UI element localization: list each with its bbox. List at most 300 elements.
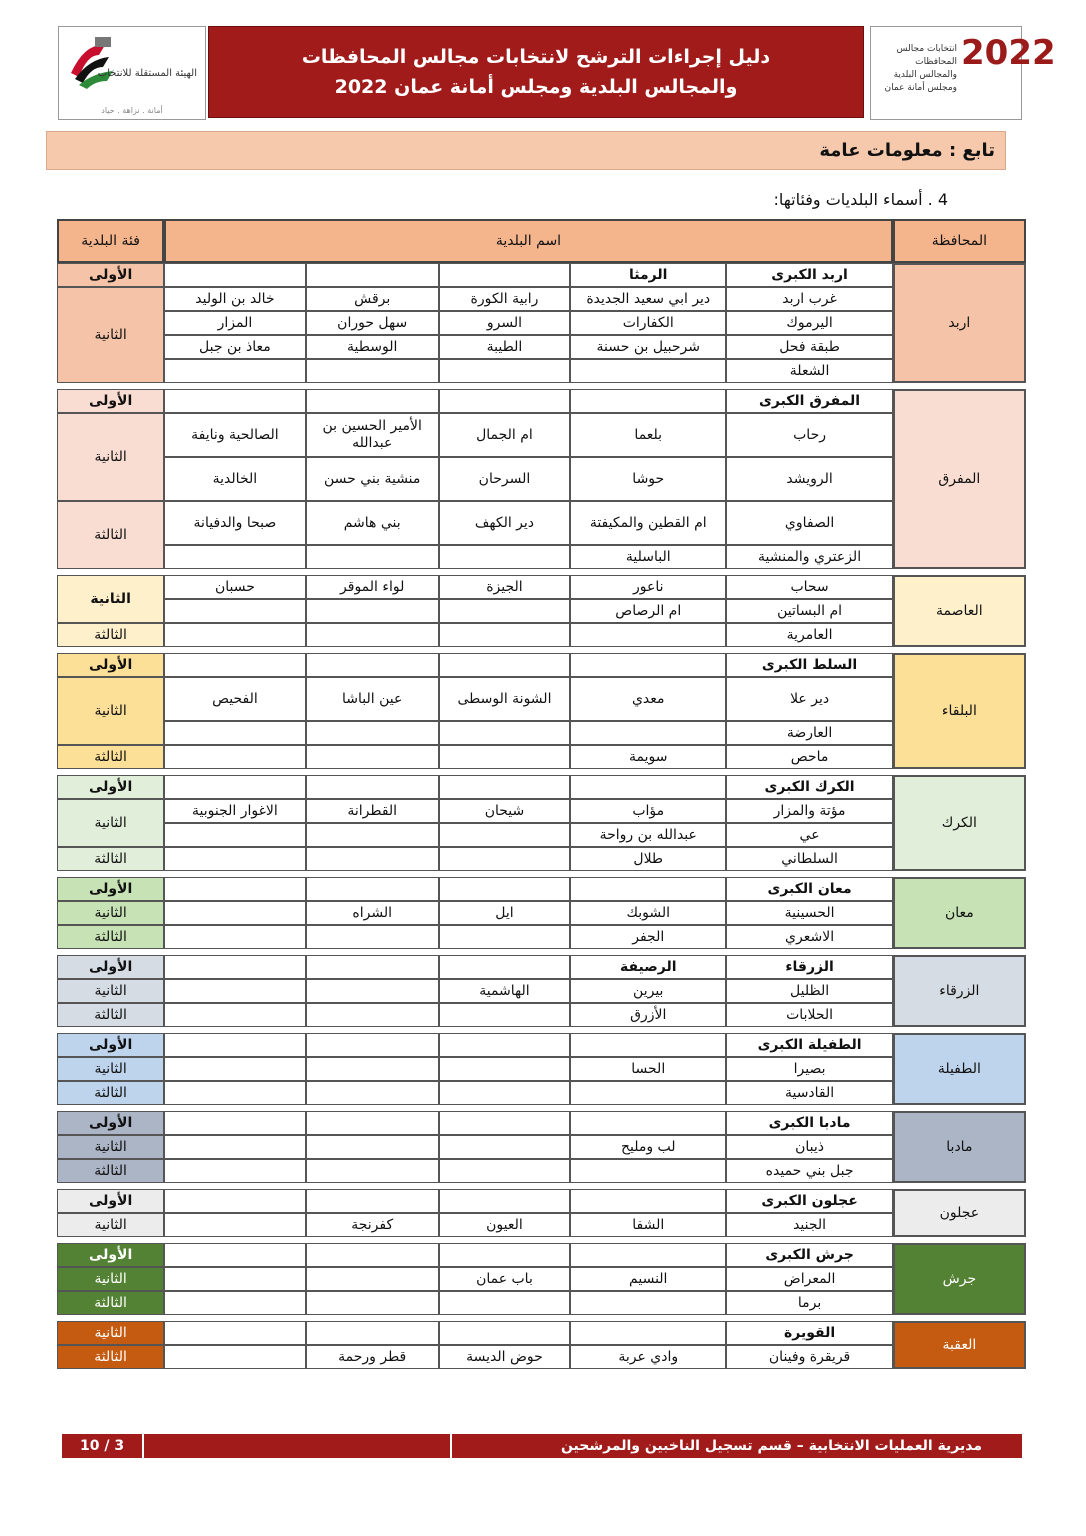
governorate-cell: معان <box>893 877 1026 949</box>
category-cell: الثانية <box>57 1213 164 1237</box>
iec-logo-text: الهيئة المستقلة للانتخاب <box>97 68 197 79</box>
municipality-cell: ام الجمال <box>439 413 570 457</box>
category-cell: الأولى <box>57 1243 164 1267</box>
municipality-cell <box>164 1033 305 1057</box>
municipality-cell: ام القطين والمكيفتة <box>570 501 726 545</box>
table-row <box>57 575 1026 599</box>
municipality-cell <box>306 545 439 569</box>
municipality-cell <box>164 1003 305 1027</box>
municipality-cell: السلطاني <box>726 847 892 871</box>
municipality-cell: الجفر <box>570 925 726 949</box>
table-row <box>57 1111 1026 1135</box>
municipality-cell <box>306 745 439 769</box>
category-cell: الأولى <box>57 775 164 799</box>
municipality-cell <box>306 1321 439 1345</box>
municipality-cell <box>164 775 305 799</box>
municipality-cell: وادي عربة <box>570 1345 726 1369</box>
municipality-cell <box>306 823 439 847</box>
municipality-cell: معان الكبرى <box>726 877 892 901</box>
municipality-cell <box>439 1189 570 1213</box>
municipality-cell <box>306 389 439 413</box>
municipality-cell <box>439 1003 570 1027</box>
municipality-cell <box>306 1033 439 1057</box>
municipality-cell: طلال <box>570 847 726 871</box>
municipality-cell: رابية الكورة <box>439 287 570 311</box>
iec-emblem-icon <box>65 33 125 93</box>
municipality-cell: الشعلة <box>726 359 892 383</box>
municipality-cell <box>164 359 305 383</box>
table-row <box>57 745 1026 769</box>
municipality-cell <box>164 1321 305 1345</box>
municipality-cell <box>164 1081 305 1105</box>
category-cell: الثالثة <box>57 1159 164 1183</box>
title-banner <box>208 26 864 118</box>
municipality-cell: برقش <box>306 287 439 311</box>
table-row <box>57 1159 1026 1183</box>
category-cell: الثانية <box>57 575 164 623</box>
municipality-cell <box>306 1057 439 1081</box>
municipality-cell <box>570 1111 726 1135</box>
category-cell: الثانية <box>57 979 164 1003</box>
municipality-cell: القادسية <box>726 1081 892 1105</box>
category-cell: الثانية <box>57 1267 164 1291</box>
municipality-cell: الفحيص <box>164 677 305 721</box>
municipality-cell <box>439 775 570 799</box>
municipality-cell <box>439 653 570 677</box>
category-cell: الثانية <box>57 799 164 847</box>
municipality-cell <box>439 1081 570 1105</box>
municipality-cell: عين الباشا <box>306 677 439 721</box>
table-row <box>57 799 1026 823</box>
municipality-cell <box>164 1159 305 1183</box>
governorate-cell: الطفيلة <box>893 1033 1026 1105</box>
municipality-cell: السرحان <box>439 457 570 501</box>
municipality-cell: اليرموك <box>726 311 892 335</box>
governorate-cell: العاصمة <box>893 575 1026 647</box>
municipality-cell: الأزرق <box>570 1003 726 1027</box>
governorate-cell: العقبة <box>893 1321 1026 1369</box>
table-row <box>57 501 1026 545</box>
municipality-cell <box>439 955 570 979</box>
municipality-cell: قريقرة وفينان <box>726 1345 892 1369</box>
municipality-cell <box>439 263 570 287</box>
table-row <box>57 623 1026 647</box>
municipality-cell <box>306 721 439 745</box>
table-row <box>57 925 1026 949</box>
municipality-header: اسم البلدية <box>164 219 892 263</box>
page-footer <box>62 1434 1022 1458</box>
municipality-cell: ماحص <box>726 745 892 769</box>
category-cell: الثالثة <box>57 623 164 647</box>
municipality-cell: دير الكهف <box>439 501 570 545</box>
governorate-header: المحافظة <box>893 219 1026 263</box>
municipality-cell <box>439 925 570 949</box>
municipality-cell: الشونة الوسطى <box>439 677 570 721</box>
municipality-cell: لواء الموقر <box>306 575 439 599</box>
municipality-cell: العيون <box>439 1213 570 1237</box>
municipality-cell: ناعور <box>570 575 726 599</box>
municipality-cell: الرمثا <box>570 263 726 287</box>
municipality-cell <box>439 1135 570 1159</box>
category-cell: الثالثة <box>57 1345 164 1369</box>
table-row <box>57 263 1026 287</box>
category-cell: الأولى <box>57 955 164 979</box>
municipality-cell: ايل <box>439 901 570 925</box>
municipality-cell <box>164 1267 305 1291</box>
municipality-cell: مادبا الكبرى <box>726 1111 892 1135</box>
municipality-cell: الزعتري والمنشية <box>726 545 892 569</box>
municipality-cell: الرويشد <box>726 457 892 501</box>
municipality-cell <box>570 653 726 677</box>
municipality-cell <box>439 1243 570 1267</box>
municipality-cell <box>306 599 439 623</box>
governorate-cell: مادبا <box>893 1111 1026 1183</box>
municipality-cell <box>164 389 305 413</box>
table-row <box>57 1057 1026 1081</box>
governorate-cell: الزرقاء <box>893 955 1026 1027</box>
municipality-cell <box>164 901 305 925</box>
iec-logo-motto: أمانة . نزاهة . حياد <box>101 106 163 115</box>
municipality-cell: بني هاشم <box>306 501 439 545</box>
category-cell: الثانية <box>57 1057 164 1081</box>
category-cell: الأولى <box>57 263 164 287</box>
table-row <box>57 1003 1026 1027</box>
category-cell: الأولى <box>57 1189 164 1213</box>
municipality-cell <box>164 925 305 949</box>
municipality-cell <box>164 1291 305 1315</box>
category-cell: الثانية <box>57 1321 164 1345</box>
municipality-cell <box>439 877 570 901</box>
municipality-cell <box>164 599 305 623</box>
municipality-cell <box>164 979 305 1003</box>
category-cell: الثالثة <box>57 925 164 949</box>
table-row <box>57 653 1026 677</box>
municipality-cell: الكفارات <box>570 311 726 335</box>
municipality-cell <box>306 847 439 871</box>
municipality-cell: العامرية <box>726 623 892 647</box>
table-row <box>57 413 1026 457</box>
municipality-cell: دير علا <box>726 677 892 721</box>
municipality-cell <box>164 823 305 847</box>
municipality-cell <box>306 263 439 287</box>
table-body <box>57 263 1026 1369</box>
municipality-cell: بيرين <box>570 979 726 1003</box>
municipality-cell: اربد الكبرى <box>726 263 892 287</box>
municipality-cell <box>164 1189 305 1213</box>
municipality-cell: الصالحية ونايفة <box>164 413 305 457</box>
municipality-cell: الزرقاء <box>726 955 892 979</box>
municipality-cell: الهاشمية <box>439 979 570 1003</box>
municipality-cell <box>306 979 439 1003</box>
category-cell: الثالثة <box>57 501 164 569</box>
municipality-cell: الصفاوي <box>726 501 892 545</box>
municipality-cell <box>439 745 570 769</box>
table-header-row <box>57 219 1026 263</box>
municipality-cell: الحسا <box>570 1057 726 1081</box>
municipality-cell <box>306 1291 439 1315</box>
municipality-cell: لب ومليح <box>570 1135 726 1159</box>
municipality-cell <box>439 847 570 871</box>
municipality-cell <box>439 1321 570 1345</box>
table-row <box>57 1213 1026 1237</box>
governorate-cell: المفرق <box>893 389 1026 569</box>
table-row <box>57 389 1026 413</box>
municipality-cell <box>164 1345 305 1369</box>
municipality-cell <box>439 1111 570 1135</box>
municipality-cell <box>439 1033 570 1057</box>
municipality-cell <box>306 1159 439 1183</box>
footer-divider <box>142 1434 144 1458</box>
municipality-cell <box>570 623 726 647</box>
municipality-cell <box>164 545 305 569</box>
municipality-cell <box>439 359 570 383</box>
municipality-cell <box>439 721 570 745</box>
table-row <box>57 823 1026 847</box>
municipality-cell <box>306 1135 439 1159</box>
municipality-cell <box>306 653 439 677</box>
municipality-cell <box>570 877 726 901</box>
municipality-cell: المزار <box>164 311 305 335</box>
municipality-cell: سهل حوران <box>306 311 439 335</box>
municipalities-table <box>57 219 1026 1369</box>
municipality-cell: ام البساتين <box>726 599 892 623</box>
municipality-cell: الخالدية <box>164 457 305 501</box>
municipality-cell: القويرة <box>726 1321 892 1345</box>
municipality-cell: الجنيد <box>726 1213 892 1237</box>
municipality-cell <box>306 1081 439 1105</box>
logo-year: 2022 <box>961 33 1056 73</box>
municipality-cell: العارضة <box>726 721 892 745</box>
municipality-cell <box>164 1135 305 1159</box>
municipality-cell <box>570 389 726 413</box>
municipality-cell <box>306 1111 439 1135</box>
municipality-cell: مؤتة والمزار <box>726 799 892 823</box>
municipality-cell <box>570 775 726 799</box>
municipality-cell: مؤاب <box>570 799 726 823</box>
municipality-cell: دير ابي سعيد الجديدة <box>570 287 726 311</box>
municipality-cell: جبل بني حميده <box>726 1159 892 1183</box>
table-row <box>57 955 1026 979</box>
municipality-cell <box>164 1111 305 1135</box>
municipality-cell <box>439 1291 570 1315</box>
table-row <box>57 1033 1026 1057</box>
municipality-cell: الاشعري <box>726 925 892 949</box>
municipality-cell: سويمة <box>570 745 726 769</box>
municipality-cell <box>570 1033 726 1057</box>
municipality-cell <box>570 1321 726 1345</box>
table-row <box>57 359 1026 383</box>
table-row <box>57 1135 1026 1159</box>
table-row <box>57 1243 1026 1267</box>
municipality-cell <box>439 599 570 623</box>
municipality-cell <box>164 745 305 769</box>
municipality-cell: بلعما <box>570 413 726 457</box>
category-cell: الثالثة <box>57 847 164 871</box>
table-row <box>57 979 1026 1003</box>
table-row <box>57 311 1026 335</box>
table-row <box>57 1081 1026 1105</box>
municipality-cell: غرب اربد <box>726 287 892 311</box>
governorate-cell: الكرك <box>893 775 1026 871</box>
municipality-cell: الشراه <box>306 901 439 925</box>
governorate-cell: البلقاء <box>893 653 1026 769</box>
municipality-cell <box>164 623 305 647</box>
municipality-cell: الكرك الكبرى <box>726 775 892 799</box>
category-header: فئة البلدية <box>57 219 164 263</box>
municipality-cell <box>439 545 570 569</box>
municipality-cell <box>164 877 305 901</box>
table-row <box>57 847 1026 871</box>
municipality-cell: الحلابات <box>726 1003 892 1027</box>
municipality-cell <box>306 359 439 383</box>
municipality-cell <box>164 263 305 287</box>
municipality-cell: بصيرا <box>726 1057 892 1081</box>
municipality-cell <box>570 721 726 745</box>
municipality-cell: الباسلية <box>570 545 726 569</box>
municipality-cell: الشوبك <box>570 901 726 925</box>
category-cell: الثالثة <box>57 1003 164 1027</box>
municipality-cell <box>439 389 570 413</box>
title-line-1: دليل إجراءات الترشح لانتخابات مجالس المحافظات <box>301 46 771 68</box>
municipality-cell: رحاب <box>726 413 892 457</box>
table-row <box>57 545 1026 569</box>
municipality-cell: ام الرصاص <box>570 599 726 623</box>
municipality-cell <box>306 1003 439 1027</box>
governorate-cell: جرش <box>893 1243 1026 1315</box>
municipality-cell: ذيبان <box>726 1135 892 1159</box>
municipality-cell: الظليل <box>726 979 892 1003</box>
table-row <box>57 721 1026 745</box>
municipality-cell: المعراض <box>726 1267 892 1291</box>
municipality-cell: الأمير الحسين بن عبدالله <box>306 413 439 457</box>
municipality-cell: صبحا والدفيانة <box>164 501 305 545</box>
category-cell: الثالثة <box>57 745 164 769</box>
table-row <box>57 457 1026 501</box>
category-cell: الثالثة <box>57 1291 164 1315</box>
table-row <box>57 901 1026 925</box>
municipality-cell: الطيبة <box>439 335 570 359</box>
municipality-cell <box>306 775 439 799</box>
municipality-cell: باب عمان <box>439 1267 570 1291</box>
municipality-cell: الجيزة <box>439 575 570 599</box>
municipality-cell: خالد بن الوليد <box>164 287 305 311</box>
municipality-cell: جرش الكبرى <box>726 1243 892 1267</box>
category-cell: الأولى <box>57 653 164 677</box>
category-cell: الأولى <box>57 877 164 901</box>
municipality-cell <box>306 925 439 949</box>
municipality-cell <box>570 1081 726 1105</box>
page-number: 3 / 10 <box>80 1438 125 1454</box>
municipality-cell: النسيم <box>570 1267 726 1291</box>
municipality-cell: حوض الديسة <box>439 1345 570 1369</box>
footer-divider <box>450 1434 452 1458</box>
municipality-cell <box>164 1243 305 1267</box>
municipality-cell <box>164 653 305 677</box>
page-header <box>58 26 1056 120</box>
category-cell: الأولى <box>57 389 164 413</box>
municipality-cell <box>570 1189 726 1213</box>
municipality-cell: الاغوار الجنوبية <box>164 799 305 823</box>
municipality-cell: عي <box>726 823 892 847</box>
table-row <box>57 775 1026 799</box>
municipality-cell: القطرانة <box>306 799 439 823</box>
subtitle: 4 . أسماء البلديات وفئاتها: <box>773 190 948 209</box>
municipality-cell: الطفيلة الكبرى <box>726 1033 892 1057</box>
table-row <box>57 287 1026 311</box>
table-row <box>57 1321 1026 1345</box>
table-row <box>57 1267 1026 1291</box>
municipality-cell <box>570 1243 726 1267</box>
municipality-cell <box>439 823 570 847</box>
municipality-cell <box>306 623 439 647</box>
municipality-cell: المفرق الكبرى <box>726 389 892 413</box>
category-cell: الثانية <box>57 413 164 501</box>
table-row <box>57 1345 1026 1369</box>
municipality-cell: معاذ بن جبل <box>164 335 305 359</box>
municipality-cell: برما <box>726 1291 892 1315</box>
municipality-cell <box>306 1243 439 1267</box>
municipality-cell <box>570 359 726 383</box>
municipality-cell <box>164 1213 305 1237</box>
category-cell: الثانية <box>57 677 164 745</box>
table-row <box>57 1189 1026 1213</box>
municipality-cell: طبقة فحل <box>726 335 892 359</box>
table-row <box>57 877 1026 901</box>
governorate-cell: عجلون <box>893 1189 1026 1237</box>
municipality-cell: الحسينية <box>726 901 892 925</box>
municipality-cell <box>570 1291 726 1315</box>
municipality-cell <box>164 1057 305 1081</box>
iec-logo <box>58 26 206 120</box>
municipality-cell: حسبان <box>164 575 305 599</box>
municipality-cell: الرصيفة <box>570 955 726 979</box>
section-title: تابع : معلومات عامة <box>46 131 1006 170</box>
category-cell: الثانية <box>57 287 164 383</box>
table-row <box>57 677 1026 721</box>
municipality-cell: عبدالله بن رواحة <box>570 823 726 847</box>
logo-subtext: انتخابات مجالس المحافظات والمجالس البلدية ومجلس أمانة عمان <box>884 44 957 93</box>
category-cell: الثالثة <box>57 1081 164 1105</box>
category-cell: الأولى <box>57 1111 164 1135</box>
municipality-cell <box>306 877 439 901</box>
municipality-cell <box>164 847 305 871</box>
table-row <box>57 1291 1026 1315</box>
municipality-cell <box>570 1159 726 1183</box>
municipality-cell: كفرنجة <box>306 1213 439 1237</box>
municipality-cell: شرحبيل بن حسنة <box>570 335 726 359</box>
municipality-cell <box>164 955 305 979</box>
municipality-cell <box>439 1159 570 1183</box>
municipality-cell: السرو <box>439 311 570 335</box>
category-cell: الأولى <box>57 1033 164 1057</box>
table-row <box>57 335 1026 359</box>
municipality-cell <box>306 1189 439 1213</box>
municipality-cell: معدي <box>570 677 726 721</box>
municipality-cell: سحاب <box>726 575 892 599</box>
municipality-cell <box>439 623 570 647</box>
table-row <box>57 599 1026 623</box>
category-cell: الثانية <box>57 1135 164 1159</box>
title-line-2: والمجالس البلدية ومجلس أمانة عمان 2022 <box>334 76 738 98</box>
municipality-cell: حوشا <box>570 457 726 501</box>
municipality-cell: الشفا <box>570 1213 726 1237</box>
municipality-cell <box>439 1057 570 1081</box>
municipality-cell: شيحان <box>439 799 570 823</box>
footer-text: مديرية العمليات الانتخابية – قسم تسجيل الناخبين والمرشحين <box>560 1438 982 1454</box>
municipality-cell <box>306 1267 439 1291</box>
municipality-cell: السلط الكبرى <box>726 653 892 677</box>
municipality-cell <box>164 721 305 745</box>
